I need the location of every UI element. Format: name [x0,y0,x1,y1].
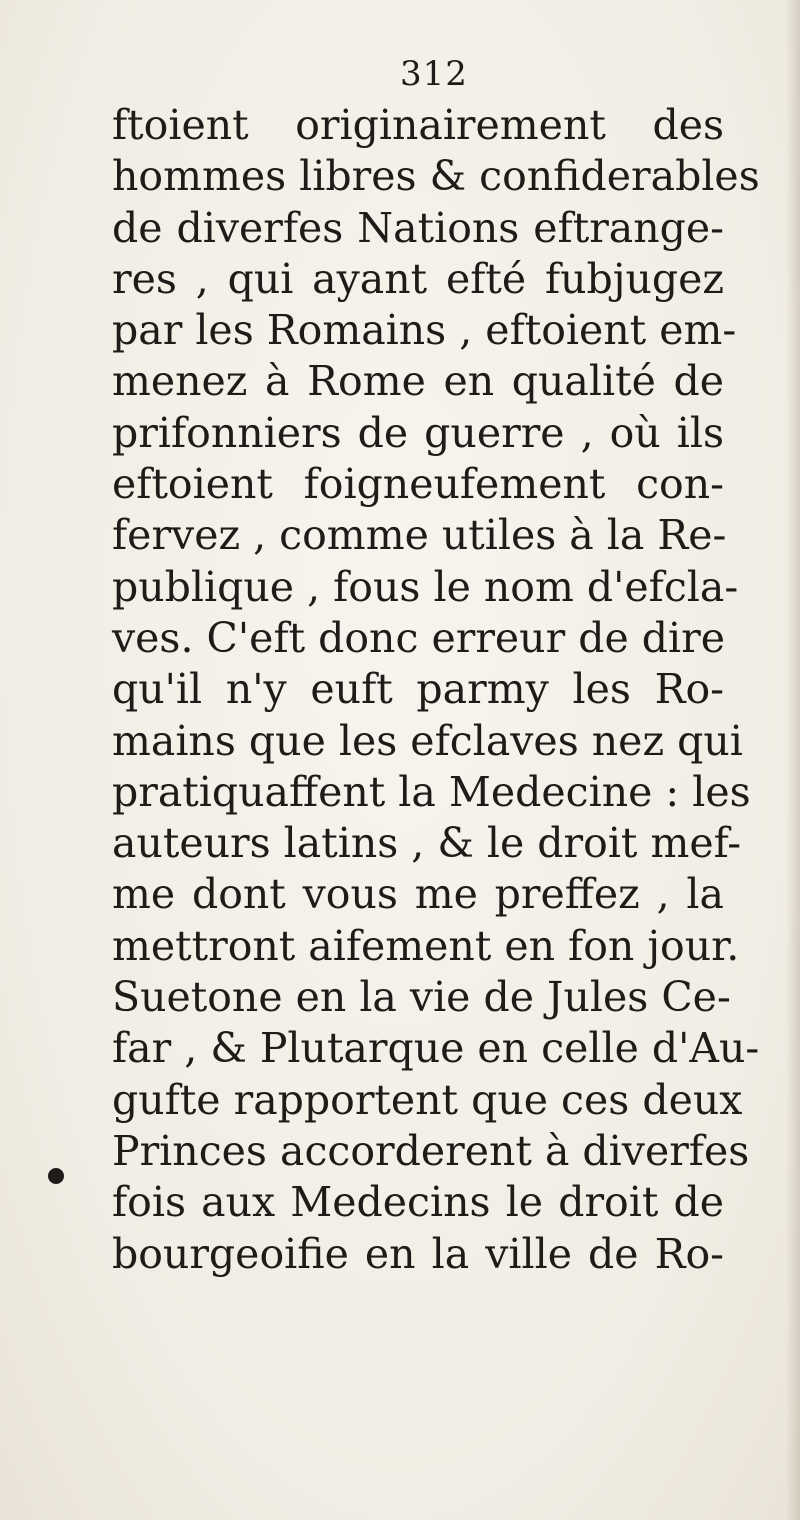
text-line: Suetone en la vie de Jules Ce- [112,973,731,1022]
text-line: fervez , comme utiles à la Re- [112,511,727,560]
text-line: prifonniers de guerre , où ils [112,408,724,457]
text-line: res , qui ayant efté fubjugez [112,254,724,303]
text-line: auteurs latins , & le droit mef- [112,819,742,868]
text-line: Princes accorderent à diverfes [112,1126,750,1175]
page-number: 312 [400,54,468,94]
text-line: de diverfes Nations eftrange- [112,203,724,252]
text-line: mettront aifement en fon jour. [112,921,740,970]
margin-mark [48,1168,64,1184]
text-line: ves. C'eft donc erreur de dire [112,613,725,662]
text-line: hommes libres & confiderables [112,152,760,201]
text-line: ftoient originairement des [112,101,724,149]
text-line: mains que les efclaves nez qui [112,716,743,765]
text-line: fois aux Medecins le droit de [112,1178,724,1227]
page-edge-shadow [786,0,800,1520]
text-line: menez à Rome en qualité de [112,357,724,406]
text-line: gufte rapportent que ces deux [112,1075,743,1124]
text-line: far , & Plutarque en celle d'Au- [112,1024,760,1073]
text-line: bourgeoifie en la ville de Ro- [112,1229,724,1278]
text-line: publique , fous le nom d'efcla- [112,562,739,611]
text-line: par les Romains , eftoient em- [112,306,737,355]
text-line: me dont vous me preffez , la [112,870,724,919]
text-line: pratiquaffent la Medecine : les [112,767,751,816]
text-line: eftoient foigneufement con- [112,460,724,509]
body-text [112,100,760,1280]
text-line: qu'il n'y euft parmy les Ro- [112,665,724,714]
